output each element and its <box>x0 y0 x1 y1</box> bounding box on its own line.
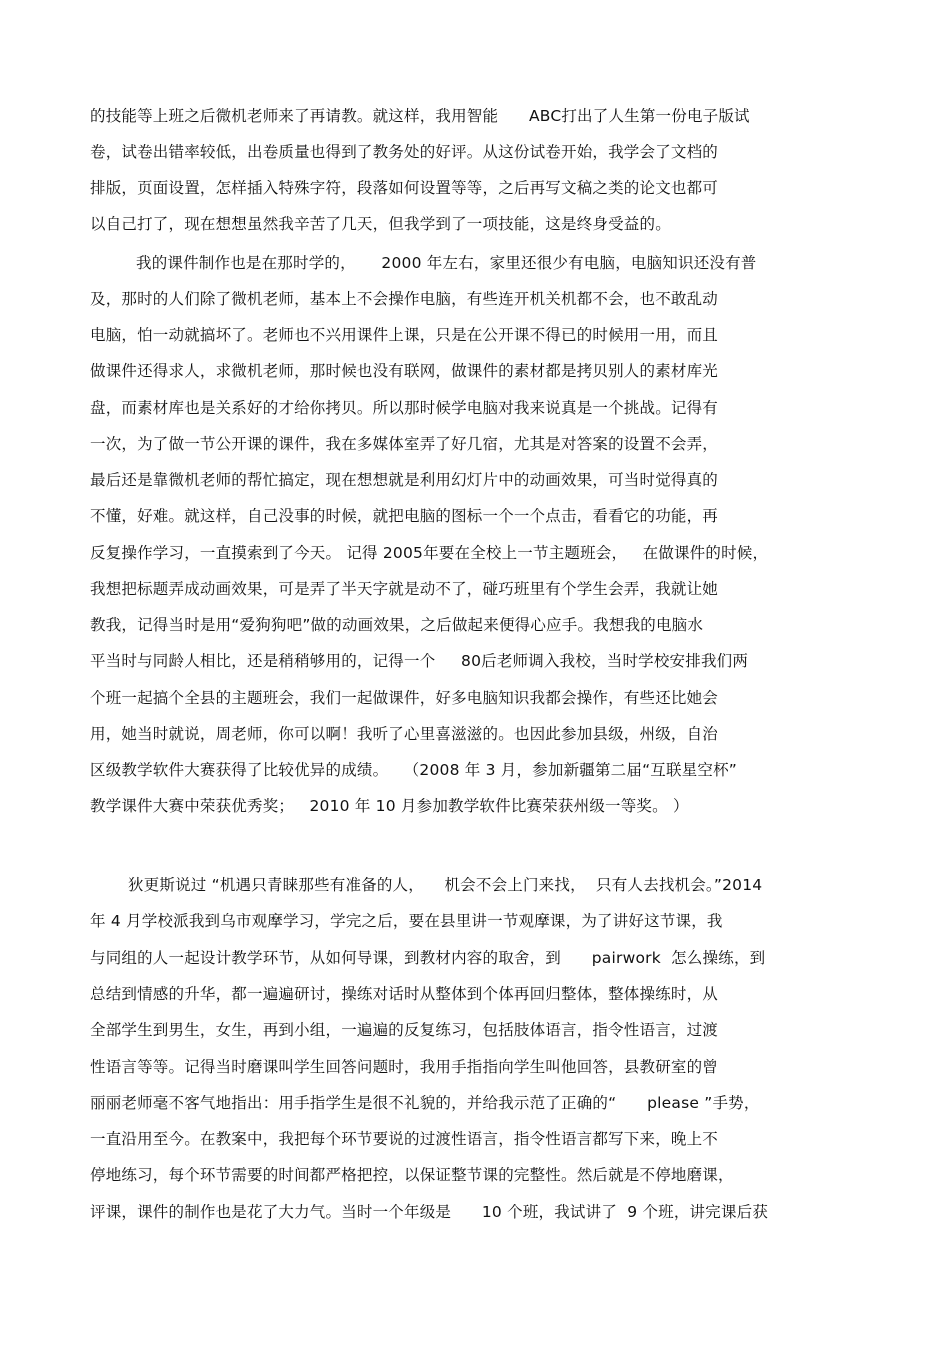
text-line: 以自己打了，现在想想虽然我辛苦了几天，但我学到了一项技能，这是终身受益的。 <box>90 215 671 233</box>
text-line: 及，那时的人们除了微机老师，基本上不会操作电脑，有些连开机关机都不会，也不敢乱动 <box>90 290 719 308</box>
text-line: 我的课件制作也是在那时学的， 2000 年左右，家里还很少有电脑，电脑知识还没有普 <box>136 254 757 272</box>
text-line: 最后还是靠微机老师的帮忙搞定，现在想想就是利用幻灯片中的动画效果，可当时觉得真的 <box>90 471 719 489</box>
text-line: 全部学生到男生，女生，再到小组，一遍遍的反复练习，包括肢体语言，指令性语言，过渡 <box>90 1021 719 1039</box>
text-line: 丽丽老师毫不客气地指出：用手指学生是很不礼貌的，并给我示范了正确的“ please ”手势， <box>90 1094 760 1112</box>
text-line: 区级教学软件大赛获得了比较优异的成绩。 （2008 年 3 月，参加新疆第二届“互联星空杯” <box>90 761 738 779</box>
text-line: 总结到情感的升华，都一遍遍研讨，操练对话时从整体到个体再回归整体，整体操练时，从 <box>90 985 719 1003</box>
text-line: 教我，记得当时是用“爱狗狗吧”做的动画效果，之后做起来便得心应手。我想我的电脑水 <box>90 616 704 634</box>
text-line: 做课件还得求人，求微机老师，那时候也没有联网，做课件的素材都是拷贝别人的素材库光 <box>90 362 719 380</box>
text-line: 电脑，怕一动就搞坏了。老师也不兴用课件上课，只是在公开课不得已的时候用一用，而且 <box>90 326 719 344</box>
text-line: 教学课件大赛中荣获优秀奖； 2010 年 10 月参加教学软件比赛荣获州级一等奖。 ） <box>90 797 689 815</box>
text-line: 的技能等上班之后微机老师来了再请教。就这样，我用智能 ABC打出了人生第一份电子版试 <box>90 107 750 125</box>
text-line: 盘，而素材库也是关系好的才给你拷贝。所以那时候学电脑对我来说真是一个挑战。记得有 <box>90 399 719 417</box>
text-line: 不懂，好难。就这样，自己没事的时候，就把电脑的图标一个一个点击，看看它的功能，再 <box>90 507 719 525</box>
text-line: 用，她当时就说，周老师，你可以啊！我听了心里喜滋滋的。也因此参加县级，州级，自治 <box>90 725 719 743</box>
text-line: 我想把标题弄成动画效果，可是弄了半天字就是动不了，碰巧班里有个学生会弄，我就让她 <box>90 580 719 598</box>
text-line: 停地练习，每个环节需要的时间都严格把控，以保证整节课的完整性。然后就是不停地磨课， <box>90 1166 734 1184</box>
text-line: 平当时与同龄人相比，还是稍稍够用的，记得一个 80后老师调入我校，当时学校安排我们两 <box>90 652 749 670</box>
text-line: 一次，为了做一节公开课的课件，我在多媒体室弄了好几宿，尤其是对答案的设置不会弄， <box>90 435 719 453</box>
text-line: 反复操作学习，一直摸索到了今天。 记得 2005年要在全校上一节主题班会， 在做课件的时候， <box>90 544 769 562</box>
text-line: 一直沿用至今。在教案中，我把每个环节要说的过渡性语言，指令性语言都写下来，晚上不 <box>90 1130 719 1148</box>
text-line: 狄更斯说过 “机遇只青睐那些有准备的人， 机会不会上门来找， 只有人去找机会。”2014 <box>128 876 763 894</box>
text-line: 个班一起搞个全县的主题班会，我们一起做课件，好多电脑知识我都会操作，有些还比她会 <box>90 689 719 707</box>
text-line: 排版，页面设置，怎样插入特殊字符，段落如何设置等等，之后再写文稿之类的论文也都可 <box>90 179 719 197</box>
text-line: 性语言等等。记得当时磨课叫学生回答问题时，我用手指指向学生叫他回答，县教研室的曾 <box>90 1058 719 1076</box>
text-line: 卷，试卷出错率较低，出卷质量也得到了教务处的好评。从这份试卷开始，我学会了文档的 <box>90 143 719 161</box>
text-line: 评课，课件的制作也是花了大力气。当时一个年级是 10 个班，我试讲了 9 个班，讲完课后获 <box>90 1203 769 1221</box>
text-line: 与同组的人一起设计教学环节，从如何导课，到教材内容的取舍，到 pairwork 怎么操练，到 <box>90 949 766 967</box>
text-line: 年 4 月学校派我到乌市观摩学习，学完之后，要在县里讲一节观摩课，为了讲好这节课，我 <box>90 912 723 930</box>
